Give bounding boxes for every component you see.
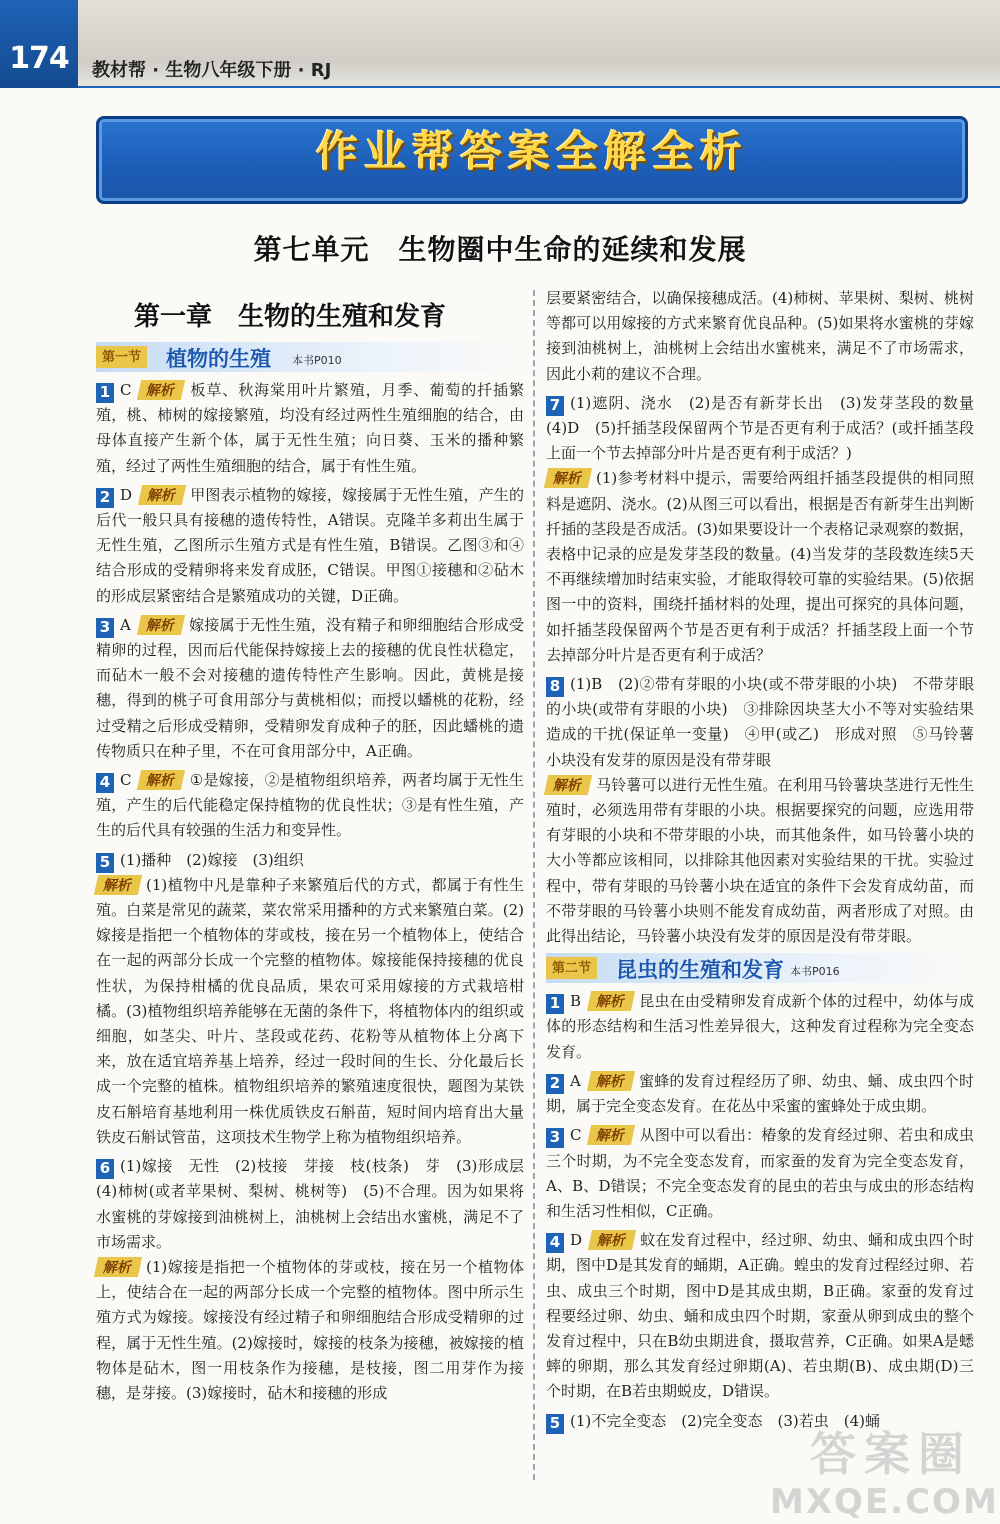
answer-item bbox=[96, 768, 524, 844]
item-answer: D bbox=[120, 485, 133, 504]
item-explain: 甲图表示植物的嫁接，嫁接属于无性生殖，产生的后代一般只具有接穗的遗传特性，A错误。克隆羊多莉出生属于无性生殖，乙图所示生殖方式是有性生殖，B错误。乙图③和④结合形成的受精卵将来发育成胚，C错误。甲图①接穗和②砧木的形成层紧密结合是繁殖成功的关键，D正确。 bbox=[96, 485, 524, 605]
item-answer: (1)不完全变态 (2)完全变态 (3)若虫 (4)蛹 bbox=[570, 1411, 880, 1430]
section-ref: 本书P016 bbox=[790, 965, 840, 979]
item-number: 5 bbox=[96, 853, 114, 873]
explain-tag: 解析 bbox=[137, 770, 185, 790]
explain-tag: 解析 bbox=[137, 380, 185, 400]
item-answer: (1)嫁接 无性 (2)枝接 芽接 枝(枝条) 芽 (3)形成层 (4)柿树(或者苹果树、梨树、桃树等) (5)不合理。因为如果将水蜜桃的芽嫁接到油桃树上，油桃树上会结出水蜜桃，满足不了市场需求。 bbox=[96, 1157, 540, 1251]
answer-item bbox=[546, 989, 974, 1065]
answer-item bbox=[546, 672, 974, 773]
page-header bbox=[0, 0, 1000, 88]
page-number: 174 bbox=[0, 0, 78, 88]
item-number: 8 bbox=[546, 677, 564, 697]
book-title: 教材帮 · 生物八年级下册 · RJ bbox=[92, 60, 332, 81]
item-number: 2 bbox=[96, 488, 114, 508]
continuation-text: 层要紧密结合，以确保接穗成活。(4)柿树、苹果树、梨树、桃树等都可以用嫁接的方式来繁育优良品种。(5)如果将水蜜桃的芽嫁接到油桃树上，油桃树上会结出水蜜桃来，满足不了市场需求，因此小莉的建议不合理。 bbox=[546, 289, 974, 383]
column-divider bbox=[533, 290, 535, 1480]
item-number: 5 bbox=[546, 1414, 564, 1434]
item-explain: 嫁接属于无性生殖，没有精子和卵细胞结合形成受精卵的过程，因而后代能保持嫁接上去的接穗的优良性状稳定，而砧木一般不会对接穗的遗传特性产生影响。因此，黄桃是接穗，得到的桃子可食用部分与黄桃相似；而授以蟠桃的花粉，经过受精之后形成受精卵，受精卵发育成种子的胚，因此蟠桃的遗传物质只在种子里，不在可食用部分中，A正确。 bbox=[96, 615, 524, 760]
item-answer: (1)B (2)②带有芽眼的小块(或不带芽眼的小块) 不带芽眼的小块(或带有芽眼的小块) ③排除因块茎大小不等对实验结果造成的干扰(保证单一变量) ④甲(或乙) 形成对照 ⑤马铃薯小块没有发芽的原因是没有带芽眼 bbox=[546, 675, 974, 769]
item-number: 2 bbox=[546, 1074, 564, 1094]
item-answer: (1)遮阴、浇水 (2)是否有新芽长出 (3)发芽茎段的数量 (4)D (5)扦插茎段保留两个节是否更有利于成活？(或扦插茎段上面一个节去掉部分叶片是否更有利于成活？) bbox=[546, 393, 990, 463]
explain-tag: 解析 bbox=[138, 485, 186, 505]
unit-title: 第七单元 生物圈中生命的延续和发展 bbox=[253, 233, 747, 266]
section-header bbox=[96, 342, 524, 372]
explain-tag: 解析 bbox=[137, 615, 185, 635]
item-explain: 蜜蜂的发育过程经历了卵、幼虫、蛹、成虫四个时期，属于完全变态发育。在花丛中采蜜的蜜蜂处于成虫期。 bbox=[546, 1071, 974, 1116]
explain-tag: 解析 bbox=[587, 1071, 635, 1091]
section-title: 昆虫的生殖和发育 bbox=[616, 958, 784, 983]
watermark-text: 答案圈 bbox=[810, 1427, 972, 1481]
watermark-logo bbox=[770, 1418, 1000, 1524]
explain-block bbox=[96, 873, 524, 1150]
item-explain: ①是嫁接，②是植物组织培养，两者均属于无性生殖，产生的后代能稳定保持植物的优良性状；③是有性生殖，产生的后代具有较强的生活力和变异性。 bbox=[96, 771, 524, 840]
item-number: 6 bbox=[96, 1159, 114, 1179]
item-number: 4 bbox=[96, 773, 114, 793]
section-tag: 第一节 bbox=[96, 346, 147, 368]
item-answer: A bbox=[120, 615, 131, 634]
item-explain: (1)参考材料中提示，需要给两组扦插茎段提供的相同照料是遮阴、浇水。(2)从图三可以看出，根据是否有新芽生出判断扦插的茎段是否成活。(3)如果要设计一个表格记录观察的数据，表格中记录的应是发芽茎段的数量。(4)当发芽的茎段数连续5天不再继续增加时结束实验，才能取得较可靠的实验结果。(5)依据图一中的资料，围绕扦插材料的处理，提出可探究的具体问题，如扦插茎段保留两个节是否更有利于成活？扦插茎段上面一个节去掉部分叶片是否更有利于成活？ bbox=[546, 469, 974, 664]
item-number: 1 bbox=[546, 994, 564, 1014]
explain-tag: 解析 bbox=[544, 775, 592, 795]
explain-block bbox=[96, 1255, 524, 1406]
answer-item bbox=[546, 1123, 974, 1224]
item-explain: 马铃薯可以进行无性生殖。在利用马铃薯块茎进行无性生殖时，必须选用带有芽眼的小块。根据要探究的问题，应选用带有芽眼的小块和不带芽眼的小块，而其他条件，如马铃薯小块的大小等都应该相同，以排除其他因素对实验结果的干扰。实验过程中，带有芽眼的马铃薯小块在适宜的条件下会发育成幼苗，而不带芽眼的马铃薯小块则不能发育成幼苗，两者形成了对照。由此得出结论，马铃薯小块没有发芽的原因是没有带芽眼。 bbox=[546, 775, 974, 946]
item-answer: D bbox=[570, 1231, 583, 1250]
left-column bbox=[96, 340, 540, 1406]
item-answer: A bbox=[570, 1071, 581, 1090]
answer-item bbox=[96, 613, 524, 764]
explain-tag: 解析 bbox=[587, 991, 635, 1011]
answer-item bbox=[96, 1154, 540, 1255]
item-answer: (1)播种 (2)嫁接 (3)组织 bbox=[120, 850, 304, 869]
item-explain: 蚊在发育过程中，经过卵、幼虫、蛹和成虫四个时期，图中D是其发育的蛹期，A正确。蝗虫的发育过程经过卵、若虫、成虫三个时期，图中D是其成虫期，B正确。家蚕的发育过程要经过卵、幼虫、蛹和成虫四个时期，家蚕从卵到成虫的整个发育过程中，只在B幼虫期进食，摄取营养，C正确。如果A是蟋蟀的卵期，那么其发育经过卵期(A)、若虫期(B)、成虫期(D)三个时期，在B若虫期蜕皮，D错误。 bbox=[546, 1231, 974, 1401]
item-number: 3 bbox=[96, 618, 114, 638]
answer-banner bbox=[96, 116, 968, 204]
header-rule bbox=[78, 86, 1000, 88]
item-explain: 昆虫在由受精卵发育成新个体的过程中，幼体与成体的形态结构和生活习性差异很大，这种发育过程称为完全变态发育。 bbox=[546, 992, 974, 1061]
item-explain: 从图中可以看出：椿象的发育经过卵、若虫和成虫三个时期，为不完全变态发育，而家蚕的发育为完全变态发育，A、B、D错误；不完全变态发育的昆虫的若虫与成虫的形态结构和生活习性相似，C正确。 bbox=[546, 1126, 974, 1220]
answer-item bbox=[96, 378, 524, 479]
answer-item bbox=[546, 1228, 974, 1404]
header-band bbox=[78, 0, 1000, 88]
explain-tag: 解析 bbox=[588, 1230, 636, 1250]
explain-block bbox=[546, 466, 974, 668]
section-header bbox=[546, 953, 974, 983]
item-explain: 板草、秋海棠用叶片繁殖，月季、葡萄的扦插繁殖，桃、柿树的嫁接繁殖，均没有经过两性生殖细胞的结合，由母体直接产生新个体，属于无性生殖；向日葵、玉米的播种繁殖，经过了两性生殖细胞的结合，属于有性生殖。 bbox=[96, 381, 524, 475]
item-answer: C bbox=[570, 1126, 582, 1145]
item-answer: C bbox=[120, 771, 132, 790]
section-tag: 第二节 bbox=[546, 957, 597, 979]
section-ref: 本书P010 bbox=[292, 354, 342, 367]
answer-item bbox=[546, 391, 990, 467]
item-number: 4 bbox=[546, 1233, 564, 1253]
item-answer: B bbox=[570, 992, 582, 1011]
explain-tag: 解析 bbox=[94, 875, 142, 895]
item-number: 1 bbox=[96, 383, 114, 403]
answer-item bbox=[546, 1069, 974, 1119]
right-column bbox=[546, 286, 990, 1434]
explain-tag: 解析 bbox=[544, 468, 592, 488]
item-explain: (1)嫁接是指把一个植物体的芽或枝，接在另一个植物体上，使结合在一起的两部分长成一个完整的植物体。图中所示生殖方式为嫁接。嫁接没有经过精子和卵细胞结合形成受精卵的过程，属于无性生殖。(2)嫁接时，嫁接的枝条为接穗，被嫁接的植物体是砧木，图一用枝条作为接穗，是枝接，图二用芽作为接穗，是芽接。(3)嫁接时，砧木和接穗的形成 bbox=[96, 1257, 524, 1402]
item-number: 7 bbox=[546, 396, 564, 416]
answer-item bbox=[96, 483, 524, 609]
section-title: 植物的生殖 bbox=[166, 347, 271, 371]
chapter-title: 第一章 生物的生殖和发育 bbox=[133, 302, 446, 332]
explain-block bbox=[546, 773, 974, 949]
item-answer: C bbox=[120, 381, 132, 399]
explain-tag: 解析 bbox=[94, 1257, 142, 1277]
banner-title: 作业帮答案全解全析 bbox=[315, 127, 748, 176]
watermark-url: MXQE.COM bbox=[770, 1482, 999, 1522]
explain-tag: 解析 bbox=[587, 1125, 635, 1145]
item-number: 3 bbox=[546, 1128, 564, 1148]
item-explain: (1)植物中凡是靠种子来繁殖后代的方式，都属于有性生殖。白菜是常见的蔬菜，菜农常采用播种的方式来繁殖白菜。(2)嫁接是指把一个植物体的芽或枝，接在另一个植物体上，使结合在一起的两部分长成一个完整的植物体。嫁接能保持接穗的优良性状，为保持柑橘的优良品质，果农可采用嫁接的方式栽培柑橘。(3)植物组织培养能够在无菌的条件下，将植物体内的组织或细胞，如茎尖、叶片、茎段或花药、花粉等从植物体上分离下来，放在适宜培养基上培养，经过一段时间的生长、分化最后长成一个完整的植株。植物组织培养的繁殖速度很快，题图为某铁皮石斛培育基地利用一株优质铁皮石斛苗，短时间内培育出大量铁皮石斛试管苗，这项技术生物学上称为植物组织培养。 bbox=[96, 875, 524, 1146]
answer-item bbox=[96, 848, 524, 873]
